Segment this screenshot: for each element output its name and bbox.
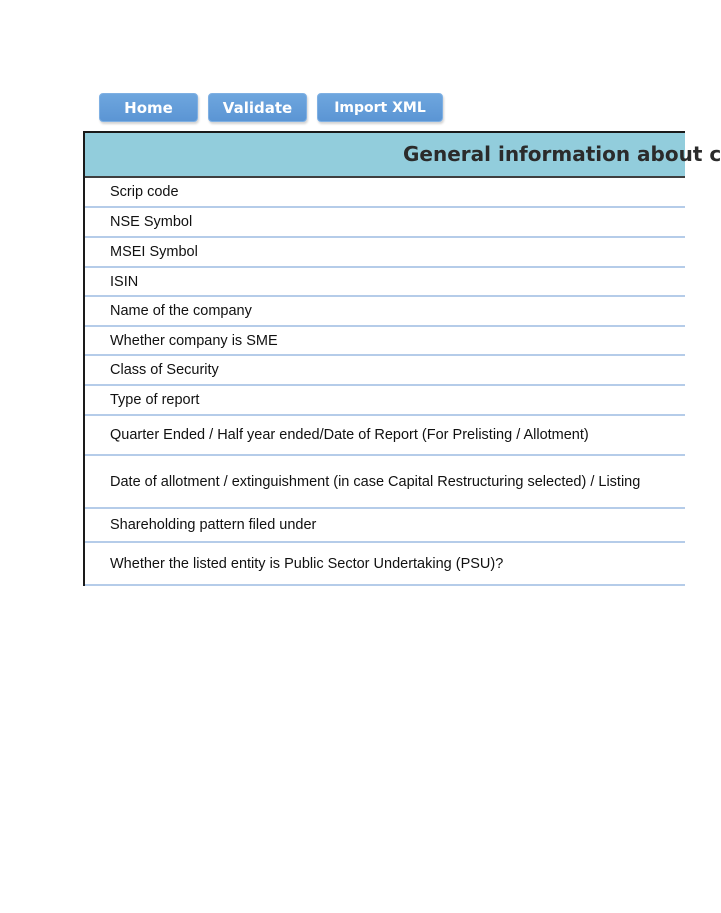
row-msei-symbol[interactable] [85, 238, 685, 268]
row-date-of-allotment[interactable] [85, 456, 685, 509]
row-label: Name of the company [110, 303, 252, 319]
row-quarter-ended[interactable] [85, 416, 685, 456]
row-label: Shareholding pattern filed under [110, 517, 317, 533]
row-company-name[interactable] [85, 297, 685, 327]
row-label: Scrip code [110, 184, 179, 200]
validate-button[interactable]: Validate [208, 93, 307, 122]
row-nse-symbol[interactable] [85, 208, 685, 238]
row-class-of-security[interactable] [85, 356, 685, 386]
table-title: General information about c [403, 142, 721, 166]
import-xml-button[interactable]: Import XML [317, 93, 443, 122]
row-label: Date of allotment / extinguishment (in case Capital Restructuring selected) / Listing [110, 473, 641, 490]
table-header [85, 133, 721, 178]
general-information-table [83, 131, 721, 586]
row-label: Type of report [110, 392, 200, 408]
row-label: MSEI Symbol [110, 244, 198, 260]
row-whether-psu[interactable] [85, 543, 685, 586]
row-shareholding-pattern-filed-under[interactable] [85, 509, 685, 543]
row-label: ISIN [110, 273, 139, 290]
row-label: Class of Security [110, 362, 219, 378]
row-isin[interactable] [85, 268, 685, 297]
row-type-of-report[interactable] [85, 386, 685, 416]
row-label: Quarter Ended / Half year ended/Date of Report (For Prelisting / Allotment) [110, 427, 589, 443]
home-button[interactable]: Home [99, 93, 198, 122]
row-whether-sme[interactable] [85, 327, 685, 356]
row-label: Whether company is SME [110, 332, 278, 349]
row-label: Whether the listed entity is Public Sector Undertaking (PSU)? [110, 555, 504, 572]
row-label: NSE Symbol [110, 214, 193, 230]
row-scrip-code[interactable] [85, 178, 685, 208]
